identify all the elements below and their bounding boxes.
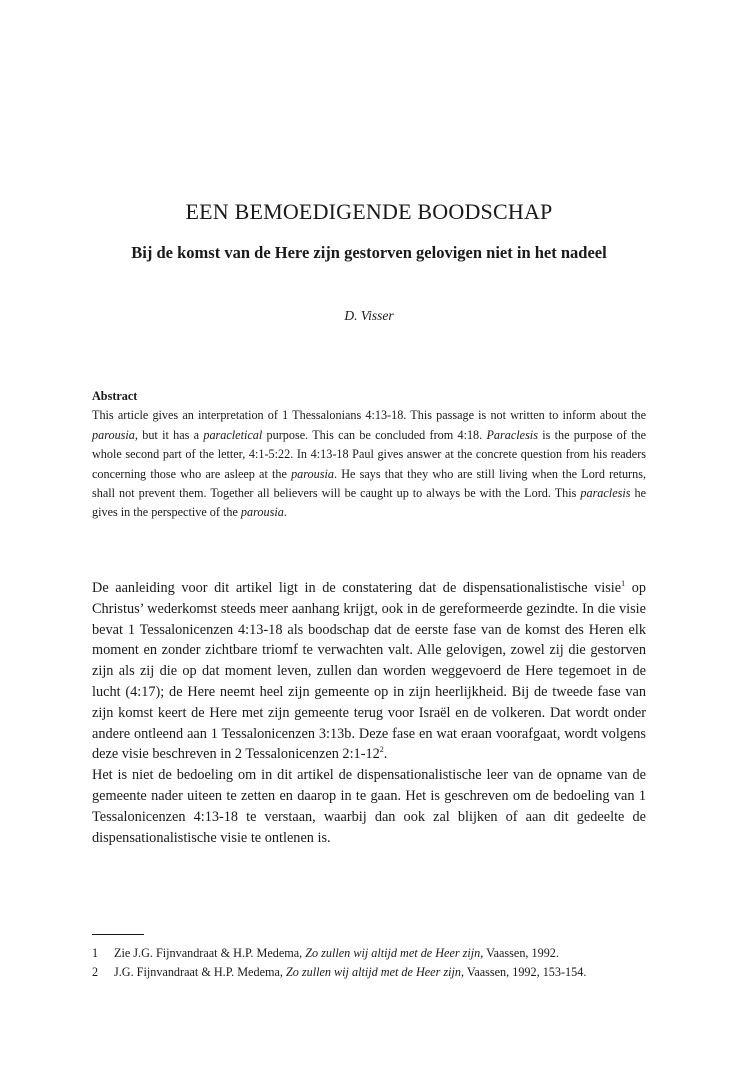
abstract-italic-term: parousia [291,466,334,481]
body-paragraph-2: Het is niet de bedoeling om in dit artikel de dispensationalistische leer van de opname van de gemeente nader uiteen te zetten en daarop in te gaan. Het is geschreven om de bedoeling van 1 Tessalonicenzen 4:13-18 te verstaan, waarbij dan ook zal blijken of aan dit gedeelte de dispensationalistische visie te ontlenen is. [92,767,646,846]
footnote-ref-1: 1 [621,579,626,589]
body-text [92,578,646,848]
abstract-italic-term: parousia [240,505,284,520]
body-text-segment: De aanleiding voor dit artikel ligt in de constatering dat de dispensationalistische visie [92,580,622,596]
abstract-italic-term: parousia [92,427,135,442]
footnote-segment: Zie J.G. Fijnvandraat & H.P. Medema, [114,946,306,960]
footnote-segment: Vaassen, 1992. [483,946,559,960]
abstract-text-segment: . [283,505,287,520]
abstract-text-segment: , but it has a [134,427,204,442]
article-title: EEN BEMOEDIGENDE BOODSCHAP [185,199,553,224]
body-text-segment: op Christus’ wederkomst steeds meer aanhang krijgt, ook in de gereformeerde gezindte. In die visie bevat 1 Tessalonicenzen 4:13-18 als boodschap dat de eerste fase van de komst des Heren elk moment en zonder zichtbare triomf te verwachten valt. Alle gelovigen, zowel zij die gestorven zijn als zij die op dat moment leven, zullen dan worden weggevoerd de Here tegemoet in de lucht (4:17); de Here neemt heel zijn gemeente op in zijn heerlijkheid. Bij de tweede fase van zijn komst keert de Here met zijn gemeente terug voor Israël en de volkeren. Dat wordt onder andere ontleend aan 1 Tessalonicenzen 3:13b. Deze fase en wat eraan voorafgaat, wordt volgens deze visie beschreven in 2 Tessalonicenzen 2:1-12 [92,580,646,763]
article-subtitle: Bij de komst van de Here zijn gestorven gelovigen niet in het nadeel [131,243,607,262]
abstract-text [92,408,646,519]
abstract-italic-term: paracletical [203,427,263,442]
footnote-number: 2 [92,965,99,979]
footnote-text [114,963,646,982]
abstract-italic-term: paraclesis [580,486,631,501]
abstract-text-segment: This article gives an interpretation of 1 Thessalonians 4:13-18. This passage is not written to inform about the [92,408,646,423]
abstract-text-segment: . He says that they who are still living when the Lord returns, shall not prevent them. Together all believers will be caught up to always be with the Lord. This [92,466,646,501]
abstract-block [92,387,646,523]
footnote-book-title: Zo zullen wij altijd met de Heer zijn, [305,946,484,960]
abstract-text-segment: purpose. This can be concluded from 4:18. [262,427,487,442]
article-author: D. Visser [344,308,394,323]
body-paragraph-1 [92,578,646,765]
abstract-text-segment: is the purpose of the whole second part of the letter, 4:1-5:22. In 4:13-18 Paul gives answer at the concrete question from his readers concerning those who are asleep at the [92,427,646,481]
footnote-text [114,944,646,963]
footnotes [92,944,646,982]
abstract-italic-term: Paraclesis [486,427,538,442]
footnote-ref-2: 2 [379,745,384,755]
footnote-segment: Vaassen, 1992, 153-154. [464,965,587,979]
footnote [92,944,646,963]
footnote-number: 1 [92,946,99,960]
footnote-segment: J.G. Fijnvandraat & H.P. Medema, [114,965,286,979]
footnote-divider [92,934,144,935]
footnote [92,963,646,982]
abstract-text-segment: he gives in the perspective of the [92,486,646,520]
abstract-heading: Abstract [92,389,138,403]
body-text-segment: . [383,746,388,763]
footnote-book-title: Zo zullen wij altijd met de Heer zijn, [285,965,465,979]
